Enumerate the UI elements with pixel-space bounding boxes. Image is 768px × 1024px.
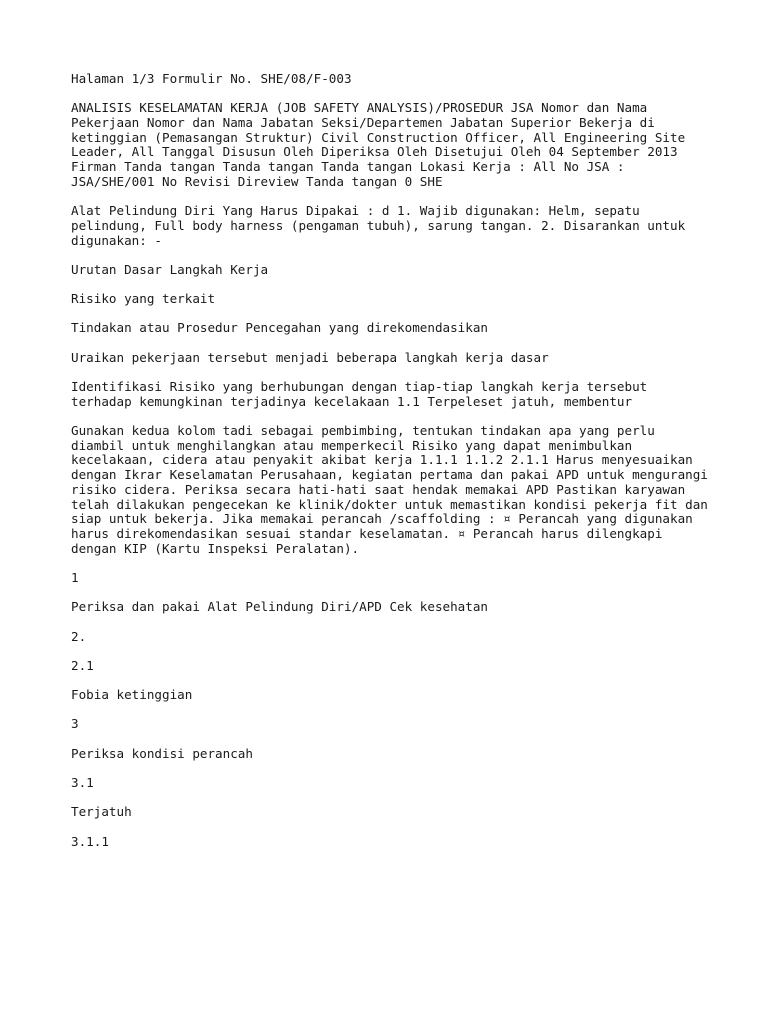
step-number-1: 1: [71, 569, 79, 585]
step-1-text: Periksa dan pakai Alat Pelindung Diri/APD Cek kesehatan: [71, 599, 489, 615]
risk-number-3-1: 3.1: [71, 775, 94, 790]
steps-instruction: Uraikan pekerjaan tersebut menjadi beberapa langkah kerja dasar: [71, 349, 549, 365]
column-heading-risks: Risiko yang terkait: [71, 291, 216, 307]
step-number-2: 2.: [71, 628, 87, 644]
step-3-text: Periksa kondisi perancah: [71, 745, 253, 761]
jsa-title-block: ANALISIS KESELAMATAN KERJA (JOB SAFETY ANALYSIS)/PROSEDUR JSA Nomor dan Nama Pekerjaan Nomor dan Nama Jabatan Seksi/Departemen Jabatan Superior Bekerja di ketinggian (Pemasangan Struktur) Civil Construction Officer, All Engineering Site Leader, All Tanggal Disusun Oleh Diperiksa Oleh Disetujui Oleh 04 September 2013 Firman Tanda tangan Tanda tangan Tanda tangan Lokasi Kerja : All No JSA : JSA/SHE/001 No Revisi Direview Tanda tangan 0 SHE: [71, 100, 686, 189]
risk-number-2-1: 2.1: [71, 657, 94, 673]
risk-2-1-text: Fobia ketinggian: [71, 687, 193, 703]
action-number-3-1-1: 3.1.1: [71, 833, 109, 849]
column-heading-actions: Tindakan atau Prosedur Pencegahan yang direkomendasikan: [71, 320, 489, 336]
step-number-3: 3: [71, 716, 79, 732]
ppe-requirements: Alat Pelindung Diri Yang Harus Dipakai : d 1. Wajib digunakan: Helm, sepatu pelindung, Full body harness (pengaman tubuh), sarung tangan. 2. Disarankan untuk digunakan: -: [71, 203, 686, 248]
form-header: Halaman 1/3 Formulir No. SHE/08/F-003: [71, 71, 352, 86]
actions-instruction: Gunakan kedua kolom tadi sebagai pembimbing, tentukan tindakan apa yang perlu diambil untuk menghilangkan atau memperkecil Risiko yang dapat menimbulkan kecelakaan, cidera atau penyakit akibat kerja 1.1.1 1.1.2 2.1.1 Harus menyesuaikan dengan Ikrar Keselamatan Perusahaan, kegiatan pertama dan pakai APD untuk mengurangi risiko cidera. Periksa secara hati-hati saat hendak memakai APD Pastikan karyawan telah dilakukan pengecekan ke klinik/dokter untuk memastikan kondisi pekerja fit dan siap untuk bekerja. Jika memakai perancah /scaffolding : ¤ Perancah yang digunakan harus direkomendasikan sesuai standar keselamatan. ¤ Perancah harus dilengkapi dengan KIP (Kartu Inspeksi Peralatan).: [71, 423, 708, 556]
risks-instruction: Identifikasi Risiko yang berhubungan dengan tiap-tiap langkah kerja tersebut terhadap kemungkinan terjadinya kecelakaan 1.1 Terpeleset jatuh, membentur: [71, 379, 648, 409]
risk-3-1-text: Terjatuh: [71, 804, 132, 820]
column-heading-steps: Urutan Dasar Langkah Kerja: [71, 261, 269, 277]
